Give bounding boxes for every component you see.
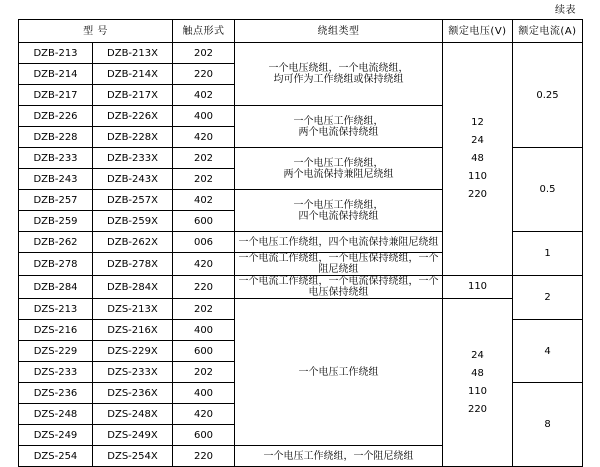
cell-contact-form: 202 [173, 299, 235, 320]
cell-model-secondary: DZS-249X [93, 425, 173, 446]
column-header-winding: 绕组类型 [235, 20, 443, 43]
cell-model-primary: DZS-229 [19, 341, 93, 362]
cell-model-primary: DZB-214 [19, 64, 93, 85]
cell-model-primary: DZB-257 [19, 190, 93, 211]
table-row [19, 299, 583, 320]
cell-winding-type: 一个电压工作绕组， 两个电流保持绕组 [235, 106, 443, 148]
cell-model-primary: DZS-254 [19, 446, 93, 467]
cell-rated-current: 0.5 [513, 148, 583, 232]
cell-rated-current: 4 [513, 320, 583, 383]
cell-model-primary: DZB-213 [19, 43, 93, 64]
cell-contact-form: 220 [173, 446, 235, 467]
table-header-row [19, 20, 583, 43]
cell-model-secondary: DZB-259X [93, 211, 173, 232]
cell-model-secondary: DZS-229X [93, 341, 173, 362]
cell-contact-form: 202 [173, 362, 235, 383]
cell-contact-form: 202 [173, 43, 235, 64]
column-header-model: 型 号 [19, 20, 173, 43]
cell-rated-voltage: 24 48 110 220 [443, 299, 513, 467]
cell-model-primary: DZB-278 [19, 253, 93, 276]
cell-contact-form: 202 [173, 169, 235, 190]
table-row [19, 276, 583, 299]
cell-contact-form: 420 [173, 253, 235, 276]
cell-rated-current: 8 [513, 383, 583, 467]
cell-model-primary: DZS-233 [19, 362, 93, 383]
cell-contact-form: 220 [173, 276, 235, 299]
cell-model-primary: DZS-213 [19, 299, 93, 320]
cell-rated-current: 0.25 [513, 43, 583, 148]
table-body [19, 43, 583, 467]
cell-contact-form: 402 [173, 85, 235, 106]
cell-model-secondary: DZB-226X [93, 106, 173, 127]
cell-model-secondary: DZB-284X [93, 276, 173, 299]
cell-model-secondary: DZS-248X [93, 404, 173, 425]
cell-contact-form: 600 [173, 341, 235, 362]
cell-winding-type: 一个电压工作绕组 [235, 299, 443, 446]
cell-contact-form: 420 [173, 127, 235, 148]
cell-model-primary: DZB-259 [19, 211, 93, 232]
cell-model-primary: DZB-262 [19, 232, 93, 253]
cell-rated-voltage: 110 [443, 276, 513, 299]
cell-model-primary: DZS-236 [19, 383, 93, 404]
cell-winding-type: 一个电压工作绕组， 两个电流保持兼阻尼绕组 [235, 148, 443, 190]
cell-contact-form: 420 [173, 404, 235, 425]
cell-model-secondary: DZB-233X [93, 148, 173, 169]
column-header-contact: 触点形式 [173, 20, 235, 43]
cell-model-primary: DZB-233 [19, 148, 93, 169]
cell-contact-form: 400 [173, 383, 235, 404]
cell-model-secondary: DZB-257X [93, 190, 173, 211]
cell-model-primary: DZB-284 [19, 276, 93, 299]
column-header-voltage: 额定电压(V) [443, 20, 513, 43]
cell-model-primary: DZS-216 [19, 320, 93, 341]
cell-winding-type: 一个电流工作绕组，一个电流保持绕组，一个电压保持绕组 [235, 276, 443, 299]
cell-model-secondary: DZB-214X [93, 64, 173, 85]
cell-model-secondary: DZS-236X [93, 383, 173, 404]
cell-model-secondary: DZB-278X [93, 253, 173, 276]
cell-winding-type: 一个电压绕组，一个电流绕组， 均可作为工作绕组或保持绕组 [235, 43, 443, 106]
cell-model-primary: DZS-248 [19, 404, 93, 425]
cell-model-secondary: DZB-243X [93, 169, 173, 190]
cell-model-secondary: DZS-233X [93, 362, 173, 383]
cell-model-secondary: DZS-216X [93, 320, 173, 341]
cell-rated-current: 1 [513, 232, 583, 276]
cell-model-primary: DZB-226 [19, 106, 93, 127]
cell-winding-type: 一个电压工作绕组， 四个电流保持绕组 [235, 190, 443, 232]
cell-model-secondary: DZB-217X [93, 85, 173, 106]
cell-contact-form: 006 [173, 232, 235, 253]
table-row [19, 43, 583, 64]
cell-model-primary: DZB-217 [19, 85, 93, 106]
cell-winding-type: 一个电压工作绕组，四个电流保持兼阻尼绕组 [235, 232, 443, 253]
cell-rated-voltage: 12 24 48 110 220 [443, 43, 513, 276]
cell-model-secondary: DZS-254X [93, 446, 173, 467]
cell-model-primary: DZB-243 [19, 169, 93, 190]
cell-contact-form: 202 [173, 148, 235, 169]
cell-rated-current: 2 [513, 276, 583, 320]
cell-model-secondary: DZS-213X [93, 299, 173, 320]
cell-model-secondary: DZB-213X [93, 43, 173, 64]
cell-contact-form: 220 [173, 64, 235, 85]
cell-model-primary: DZB-228 [19, 127, 93, 148]
cell-model-secondary: DZB-262X [93, 232, 173, 253]
continued-table-label: 续表 [555, 5, 576, 16]
cell-contact-form: 400 [173, 320, 235, 341]
cell-model-primary: DZS-249 [19, 425, 93, 446]
cell-winding-type: 一个电流工作绕组，一个电压保持绕组，一个阻尼绕组 [235, 253, 443, 276]
cell-contact-form: 402 [173, 190, 235, 211]
cell-winding-type: 一个电压工作绕组，一个阻尼绕组 [235, 446, 443, 467]
column-header-current: 额定电流(A) [513, 20, 583, 43]
cell-contact-form: 600 [173, 211, 235, 232]
cell-contact-form: 400 [173, 106, 235, 127]
cell-contact-form: 600 [173, 425, 235, 446]
cell-model-secondary: DZB-228X [93, 127, 173, 148]
